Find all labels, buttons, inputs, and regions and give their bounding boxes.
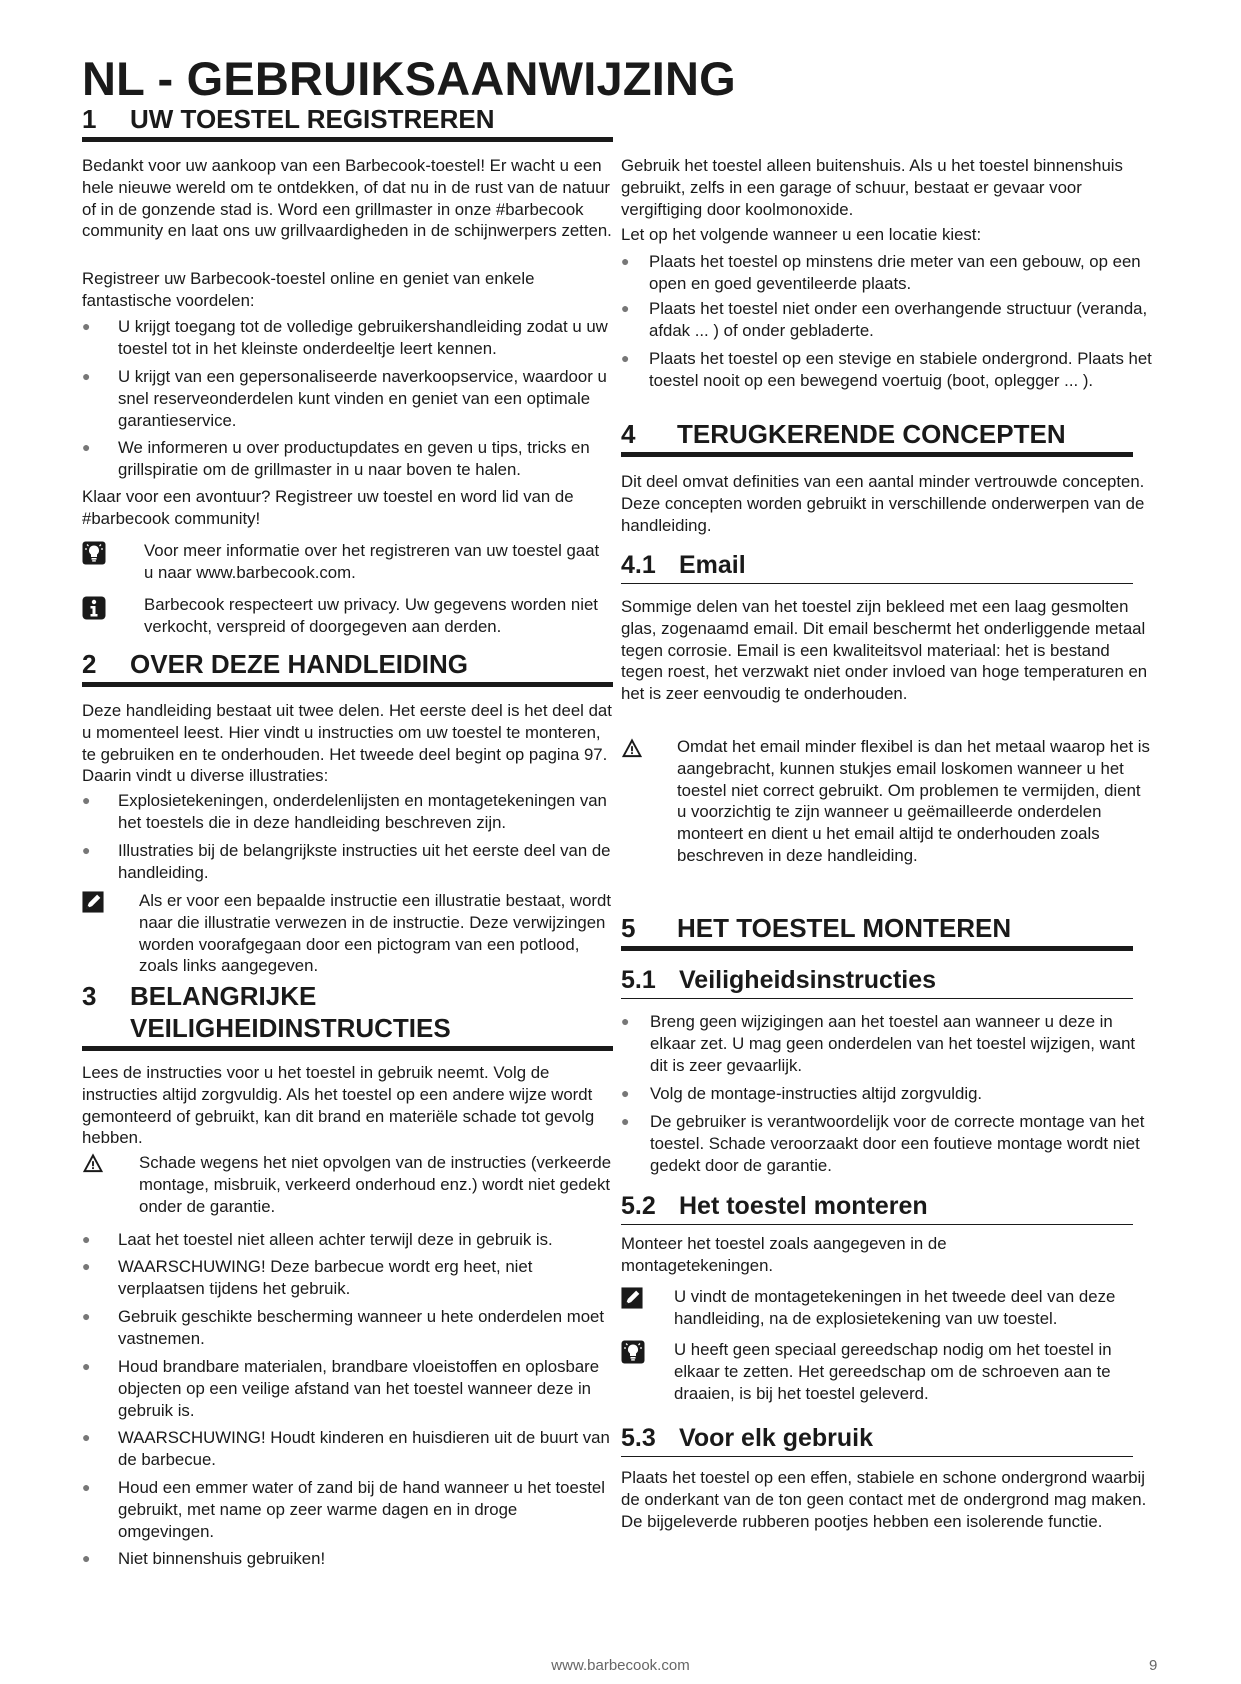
bullet-icon: ● [621,350,630,366]
info-text: Barbecook respecteert uw privacy. Uw gegevens worden niet verkocht, verspreid of doorgegeven aan derden. [144,595,598,636]
bullet-icon: ● [82,792,91,808]
list-item [82,1306,613,1350]
paragraph: Deze handleiding bestaat uit twee delen. Het eerste deel is het deel dat u momenteel leest. Hier vindt u instructies om uw toestel te monteren, te gebruiken en te onderhouden. Het tweede deel begint op pagina 97. Daarin vindt u diverse illustraties: [82,701,612,786]
list-item-text: Plaats het toestel op een stevige en stabiele ondergrond. Plaats het toestel nooit op een bewegend voertuig (boot, oplegger ... ). [649,349,1152,390]
lightbulb-icon [621,1340,645,1364]
list-item-text: Breng geen wijzigingen aan het toestel aan wanneer u deze in elkaar zet. U mag geen onderdelen van het toestel wijzigen, want dit is zeer gevaarlijk. [650,1012,1136,1075]
subsection-5-2-heading [621,1190,1133,1225]
list-item-text: Explosietekeningen, onderdelenlijsten en montagetekeningen van het toestels die in deze handleiding beschreven zijn. [118,791,607,832]
reference-text: U vindt de montagetekeningen in het tweede deel van deze handleiding, na de explosietekening van uw toestel. [674,1287,1116,1328]
section-2-heading [82,648,613,687]
info-note [82,594,613,638]
list-item-text: De gebruiker is verantwoordelijk voor de correcte montage van het toestel. Schade veroorzaakt door een foutieve montage wordt niet gedekt door de garantie. [650,1112,1145,1175]
list-item [82,316,613,360]
list-item [82,366,613,431]
tip-note [621,1339,1154,1404]
warning-text: Omdat het email minder flexibel is dan het metaal waarop het is aangebracht, kunnen stukjes email loskomen wanneer u het toestel niet correct gebruikt. Om problemen te vermijden, dient u voorzichtig te zijn wanneer u geëmailleerde onderdelen monteert en dient u het email altijd te onderhouden zoals beschreven in deze handleiding. [677,737,1150,865]
list-item-text: Plaats het toestel niet onder een overhangende structuur (veranda, afdak ... ) of onder gebladerte. [649,299,1148,340]
list-item [621,1083,1154,1105]
list-item [82,1256,613,1300]
subsection-number: 4.1 [621,551,656,579]
bullet-icon: ● [82,842,91,858]
tip-text: U heeft geen speciaal gereedschap nodig om het toestel in elkaar te zetten. Het gereedschap om de schroeven aan te draaien, is bij het toestel geleverd. [674,1340,1112,1403]
warning-note [82,1152,613,1217]
list-item [621,251,1154,295]
info-icon [82,596,106,620]
section-4-heading [621,418,1133,457]
paragraph: Let op het volgende wanneer u een locatie kiest: [621,225,982,244]
list-item-text: We informeren u over productupdates en geven u tips, tricks en grillspiratie om de grillmaster in u naar boven te halen. [118,438,590,479]
tip-text: Voor meer informatie over het registreren van uw toestel gaat u naar www.barbecook.com. [144,541,600,582]
bullet-icon: ● [82,1429,91,1445]
list-item-text: U krijgt toegang tot de volledige gebruikershandleiding zodat u uw toestel tot in het kleinste onderdeeltje leert kennen. [118,317,608,358]
paragraph: Registreer uw Barbecook-toestel online en geniet van enkele fantastische voordelen: [82,269,535,310]
bullet-icon: ● [621,300,630,316]
section-number: 3 [82,981,97,1011]
list-item-text: Houd een emmer water of zand bij de hand wanneer u het toestel gebruikt, met name op zeer warme dagen en in droge omgevingen. [118,1478,605,1541]
subsection-number: 5.1 [621,966,656,994]
warning-icon [621,737,643,759]
bullet-icon: ● [82,1231,91,1247]
reference-note [621,1286,1154,1330]
subsection-5-3-heading [621,1422,1133,1457]
bullet-icon: ● [621,1013,630,1029]
bullet-icon: ● [82,1258,91,1274]
list-item-text: Gebruik geschikte bescherming wanneer u hete onderdelen moet vastnemen. [118,1307,605,1348]
subsection-number: 5.3 [621,1424,656,1452]
list-item [621,298,1154,342]
list-item [82,1356,613,1421]
warning-note [621,736,1154,867]
list-item [82,1427,613,1471]
footer-url: www.barbecook.com [551,1657,690,1674]
bullet-icon: ● [82,439,91,455]
section-5-heading [621,912,1133,951]
list-item-text: WAARSCHUWING! Houdt kinderen en huisdieren uit de buurt van de barbecue. [118,1428,610,1469]
bullet-icon: ● [82,1479,91,1495]
list-item-text: U krijgt van een gepersonaliseerde naverkoopservice, waardoor u snel reserveonderdelen kunt vinden en geniet van een optimale garantieservice. [118,367,607,430]
list-item [82,1229,613,1251]
paragraph: Monteer het toestel zoals aangegeven in de montagetekeningen. [621,1234,947,1275]
bullet-icon: ● [82,1550,91,1566]
paragraph: Lees de instructies voor u het toestel in gebruik neemt. Volg de instructies altijd zorgvuldig. Als het toestel op een andere wijze wordt gemonteerd of gebruikt, kan dit brand en materiële schade tot gevolg hebben. [82,1063,595,1148]
tip-note [82,540,613,584]
paragraph: Sommige delen van het toestel zijn bekleed met een laag gesmolten glas, zogenaamd email. Dit email beschermt het onderliggende metaal tegen corrosie. Email is een kwaliteitsvol materiaal: het is bestand tegen roest, het verzwakt niet onder invloed van hoge temperaturen en het is zeer eenvoudig te onderhouden. [621,597,1148,704]
list-item [621,1111,1154,1176]
bullet-icon: ● [82,1308,91,1324]
reference-note [82,890,613,977]
subsection-title: Voor elk gebruik [679,1424,874,1452]
bullet-icon: ● [82,368,91,384]
warning-icon [82,1152,104,1174]
subsection-5-1-heading [621,964,1133,999]
bullet-icon: ● [621,253,630,269]
section-number: 4 [621,419,636,449]
list-item [621,348,1154,392]
list-item-text: Houd brandbare materialen, brandbare vloeistoffen en oplosbare objecten op een veilige afstand van het toestel wanneer deze in gebruik is. [118,1357,600,1420]
list-item [82,437,613,481]
subsection-title: Veiligheidsinstructies [679,966,937,994]
warning-text: Schade wegens het niet opvolgen van de instructies (verkeerde montage, misbruik, verkeerd onderhoud enz.) wordt niet gedekt onder de garantie. [139,1153,612,1216]
list-item [82,1477,613,1542]
section-title-line: BELANGRIJKE [130,981,317,1011]
list-item [82,1548,613,1570]
list-item-text: Niet binnenshuis gebruiken! [118,1549,326,1568]
paragraph: Dit deel omvat definities van een aantal minder vertrouwde concepten. Deze concepten worden gebruikt in verschillende onderwerpen van de handleiding. [621,472,1145,535]
section-title: HET TOESTEL MONTEREN [677,913,1012,943]
list-item [82,790,613,834]
section-title: OVER DEZE HANDLEIDING [130,649,469,679]
list-item [82,840,613,884]
section-number: 5 [621,913,636,943]
list-item-text: Laat het toestel niet alleen achter terwijl deze in gebruik is. [118,1230,553,1249]
bullet-icon: ● [82,1358,91,1374]
pencil-icon [621,1287,643,1309]
bullet-icon: ● [82,318,91,334]
section-number: 2 [82,649,97,679]
section-title-line: VEILIGHEIDINSTRUCTIES [130,1013,451,1043]
lightbulb-icon [82,541,106,565]
page-number: 9 [1149,1657,1158,1674]
list-item-text: Illustraties bij de belangrijkste instructies uit het eerste deel van de handleiding. [118,841,611,882]
bullet-icon: ● [621,1113,630,1129]
paragraph: Gebruik het toestel alleen buitenshuis. Als u het toestel binnenshuis gebruikt, zelfs in een garage of schuur, bestaat er gevaar voor vergiftiging door koolmonoxide. [621,156,1123,219]
section-number: 1 [82,104,97,134]
paragraph: Bedankt voor uw aankoop van een Barbecook-toestel! Er wacht u een hele nieuwe wereld om te ontdekken, of dat nu in de rust van de natuur of in de gonzende stad is. Word een grillmaster in onze #barbecook community en laat ons uw grillvaardigheden in de schijnwerpers zetten. [82,156,612,241]
section-title: TERUGKERENDE CONCEPTEN [677,419,1066,449]
reference-text: Als er voor een bepaalde instructie een illustratie bestaat, wordt naar die illustratie verwezen in de instructie. Deze verwijzingen worden voorafgegaan door een pictogram van een potlood, zoals links aangegeven. [139,891,612,976]
paragraph: Plaats het toestel op een effen, stabiele en schone ondergrond waarbij de onderkant van de ton geen contact met de ondergrond mag maken. De bijgeleverde rubberen pootjes hebben een isolerende functie. [621,1468,1147,1531]
list-item [621,1011,1154,1076]
subsection-4-1-heading [621,549,1133,584]
list-item-text: Plaats het toestel op minstens drie meter van een gebouw, op een open en goed geventileerde plaats. [649,252,1141,293]
section-1-heading [82,103,613,142]
subsection-title: Het toestel monteren [679,1192,928,1220]
pencil-icon [82,891,104,913]
page-title: NL - GEBRUIKSAANWIJZING [82,52,736,105]
section-3-heading [82,980,613,1051]
subsection-number: 5.2 [621,1192,656,1220]
list-item-text: WAARSCHUWING! Deze barbecue wordt erg heet, niet verplaatsen tijdens het gebruik. [118,1257,533,1298]
subsection-title: Email [679,551,746,579]
section-title [130,980,451,1044]
section-title: UW TOESTEL REGISTREREN [130,104,495,134]
paragraph: Klaar voor een avontuur? Registreer uw toestel en word lid van de #barbecook community! [82,487,574,528]
list-item-text: Volg de montage-instructies altijd zorgvuldig. [650,1084,983,1103]
bullet-icon: ● [621,1085,630,1101]
